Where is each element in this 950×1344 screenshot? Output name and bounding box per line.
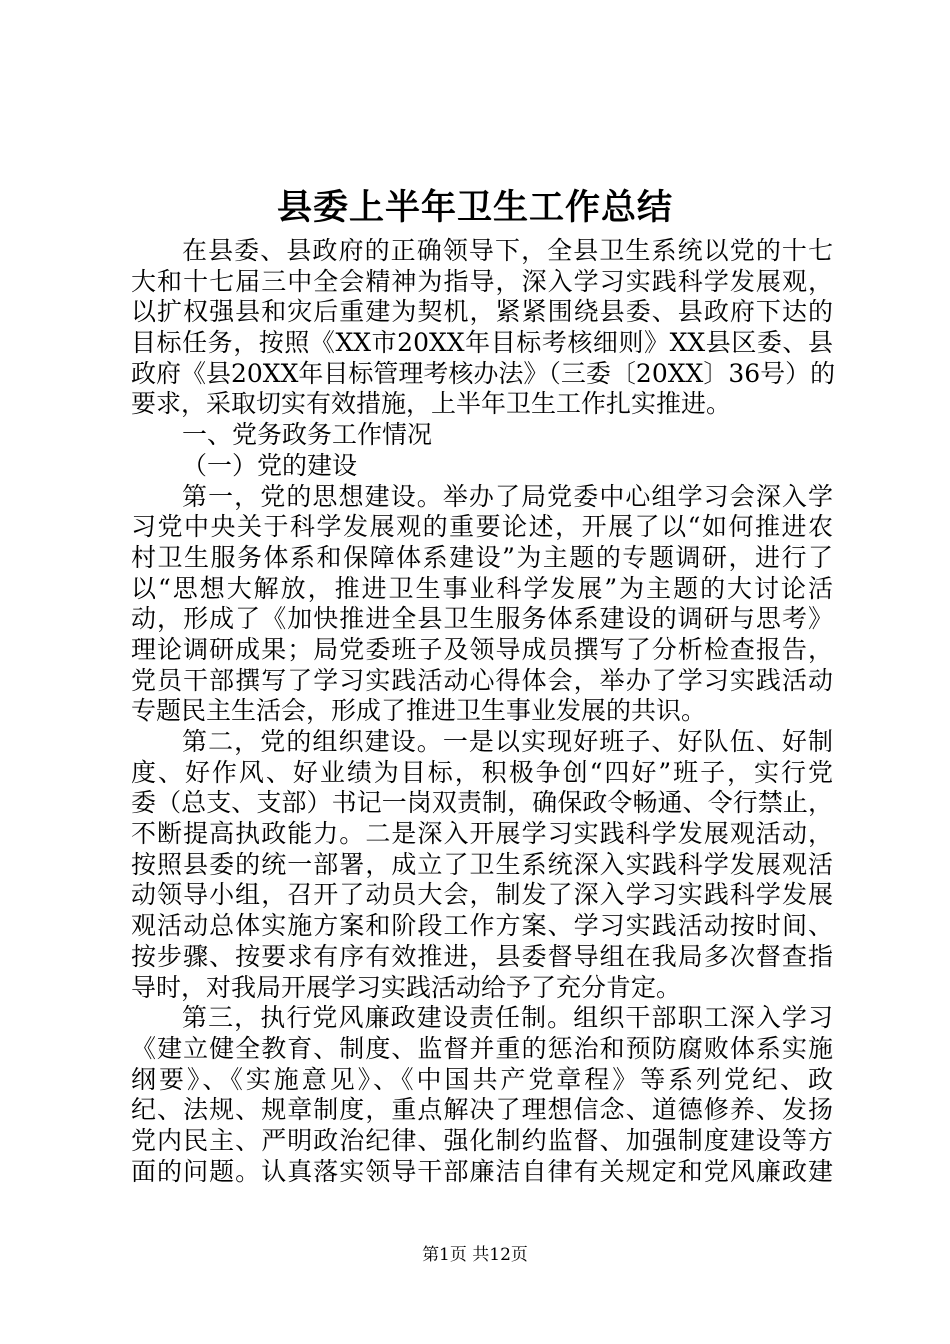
text-line: 委（总支、支部）书记一岗双责制，确保政令畅通、令行禁止， bbox=[131, 788, 833, 818]
text-line: 以“思想大解放，推进卫生事业科学发展”为主题的大讨论活 bbox=[131, 573, 833, 603]
text-line: 第二，党的组织建设。一是以实现好班子、好队伍、好制 bbox=[182, 727, 833, 756]
document-body bbox=[131, 236, 836, 1187]
text-line: 动，形成了《加快推进全县卫生服务体系建设的调研与思考》 bbox=[131, 604, 833, 634]
text-line: 第三，执行党风廉政建设责任制。组织干部职工深入学习 bbox=[182, 1003, 833, 1033]
text-line: 目标任务，按照《XX市20XX年目标考核细则》XX县区委、县 bbox=[131, 328, 833, 358]
text-line: 《建立健全教育、制度、监督并重的惩治和预防腐败体系实施 bbox=[131, 1033, 833, 1063]
text-line: 在县委、县政府的正确领导下，全县卫生系统以党的十七 bbox=[182, 236, 833, 265]
text-line: 村卫生服务体系和保障体系建设”为主题的专题调研，进行了 bbox=[131, 542, 833, 572]
text-line: 按照县委的统一部署，成立了卫生系统深入实践科学发展观活 bbox=[131, 849, 833, 879]
text-line: 理论调研成果；局党委班子及领导成员撰写了分析检查报告， bbox=[131, 634, 833, 664]
text-line: 不断提高执政能力。二是深入开展学习实践科学发展观活动， bbox=[131, 819, 833, 849]
text-line: 专题民主生活会，形成了推进卫生事业发展的共识。 bbox=[131, 696, 707, 726]
text-line: 面的问题。认真落实领导干部廉洁自律有关规定和党风廉政建 bbox=[131, 1156, 833, 1186]
text-line: 第一，党的思想建设。举办了局党委中心组学习会深入学 bbox=[182, 481, 833, 511]
text-line: 导时，对我局开展学习实践活动给予了充分肯定。 bbox=[131, 972, 682, 1002]
text-line: 大和十七届三中全会精神为指导，深入学习实践科学发展观， bbox=[131, 266, 833, 296]
text-line: 政府《县20XX年目标管理考核办法》（三委〔20XX〕36号）的 bbox=[131, 358, 836, 388]
text-line: 纪、法规、规章制度，重点解决了理想信念、道德修养、发扬 bbox=[131, 1095, 833, 1125]
document-title: 县委上半年卫生工作总结 bbox=[276, 187, 673, 228]
text-line: 党内民主、严明政治纪律、强化制约监督、加强制度建设等方 bbox=[131, 1125, 833, 1155]
text-line: 度、好作风、好业绩为目标，积极争创“四好”班子，实行党 bbox=[131, 757, 833, 787]
text-line: 党员干部撰写了学习实践活动心得体会，举办了学习实践活动 bbox=[131, 665, 833, 695]
text-line: 纲要》、《实施意见》、《中国共产党章程》等系列党纪、政 bbox=[131, 1064, 833, 1094]
page-number-footer: 第1页 共12页 bbox=[422, 1245, 528, 1265]
text-line: 以扩权强县和灾后重建为契机，紧紧围绕县委、县政府下达的 bbox=[131, 297, 833, 327]
text-line: 观活动总体实施方案和阶段工作方案、学习实践活动按时间、 bbox=[131, 911, 833, 941]
text-line: 习党中央关于科学发展观的重要论述，开展了以“如何推进农 bbox=[131, 512, 833, 542]
text-line: 按步骤、按要求有序有效推进，县委督导组在我局多次督查指 bbox=[131, 941, 833, 971]
text-line: 动领导小组，召开了动员大会，制发了深入学习实践科学发展 bbox=[131, 880, 833, 910]
text-line: 要求，采取切实有效措施，上半年卫生工作扎实推进。 bbox=[131, 389, 732, 419]
subsection-heading: （一）党的建设 bbox=[182, 450, 358, 480]
section-heading: 一、党务政务工作情况 bbox=[182, 420, 433, 450]
